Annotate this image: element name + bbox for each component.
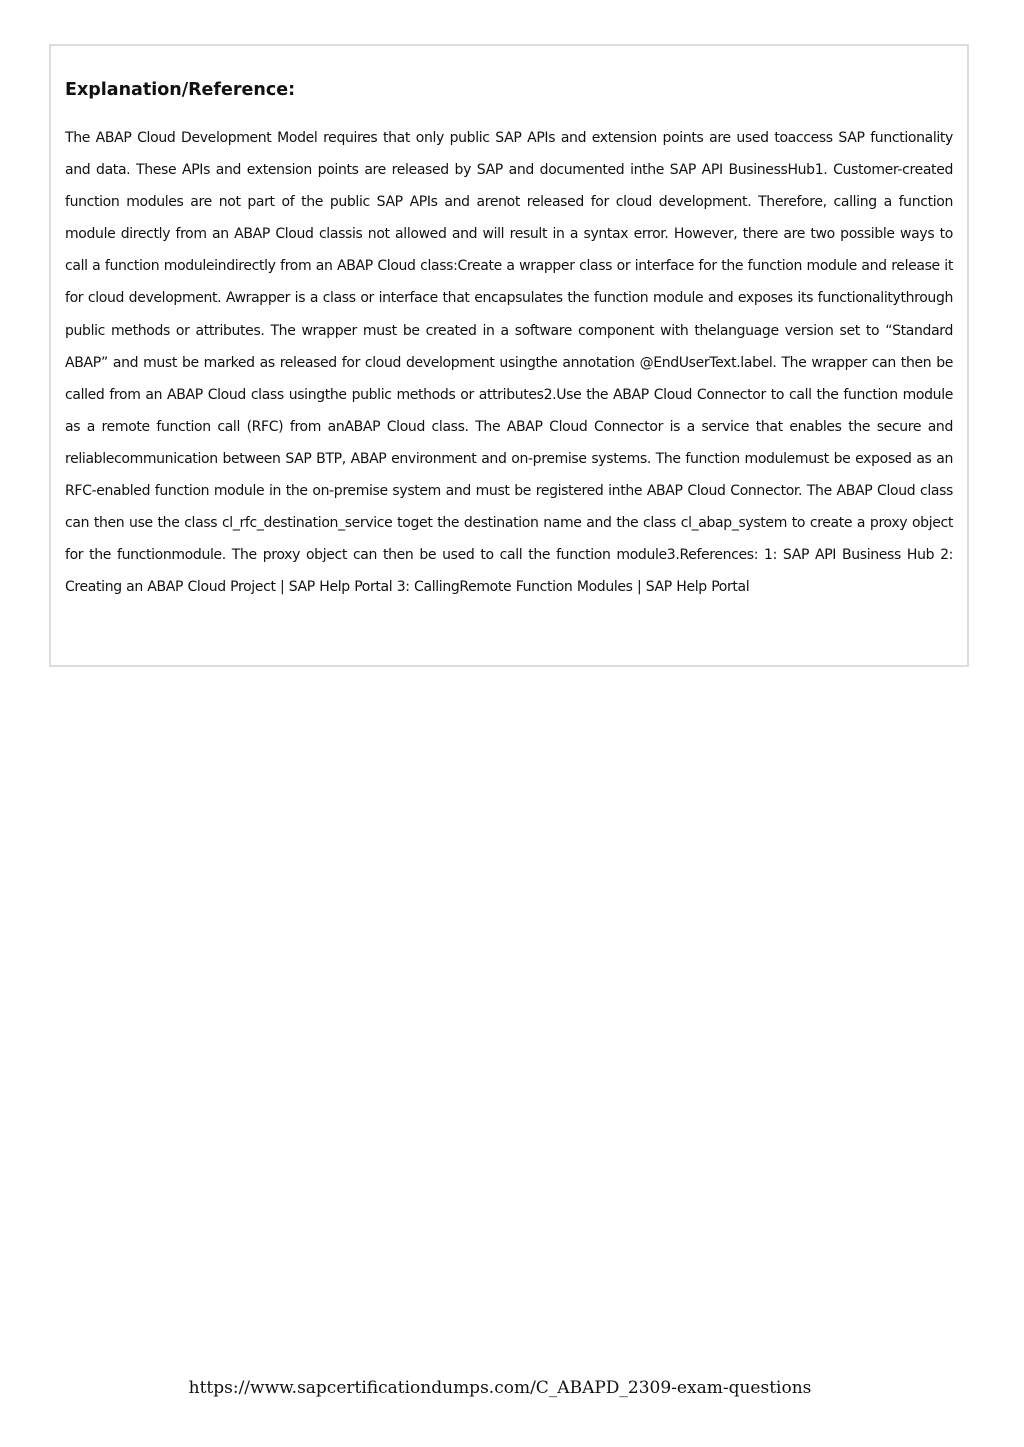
explanation-heading: Explanation/Reference: bbox=[65, 80, 296, 100]
footer-url: https://www.sapcertificationdumps.com/C_ABAPD_2309-exam-questions bbox=[188, 1378, 812, 1398]
explanation-body: The ABAP Cloud Development Model requires that only public SAP APIs and extension points are used toaccess SAP functionality and data. These APIs and extension points are released by SAP and documented inthe SAP API BusinessHub1. Customer-created function modules are not part of the public SAP APIs and arenot released for cloud development. Therefore, calling a function module directly from an ABAP Cloud classis not allowed and will result in a syntax error. However, there are two possible ways to call a function moduleindirectly from an ABAP Cloud class:Create a wrapper class or interface for the function module and release it for cloud development. Awrapper is a class or interface that encapsulates the function module and exposes its functionalitythrough public methods or attributes. The wrapper must be created in a software component with thelanguage version set to “Standard ABAP” and must be marked as released for cloud development usingthe annotation @EndUserText.label. The wrapper can then be called from an ABAP Cloud class usingthe public methods or attributes2.Use the ABAP Cloud Connector to call the function module as a remote function call (RFC) from anABAP Cloud class. The ABAP Cloud Connector is a service that enables the secure and reliablecommunication between SAP BTP, ABAP environment and on-premise systems. The function modulemust be exposed as an RFC-enabled function module in the on-premise system and must be registered inthe ABAP Cloud Connector. The ABAP Cloud class can then use the class cl_rfc_destination_service toget the destination name and the class cl_abap_system to create a proxy object for the functionmodule. The proxy object can then be used to call the function module3.References: 1: SAP API Business Hub 2: Creating an ABAP Cloud Project | SAP Help Portal 3: CallingRemote Function Modules | SAP Help Portal bbox=[65, 130, 953, 596]
explanation-panel bbox=[49, 44, 969, 667]
